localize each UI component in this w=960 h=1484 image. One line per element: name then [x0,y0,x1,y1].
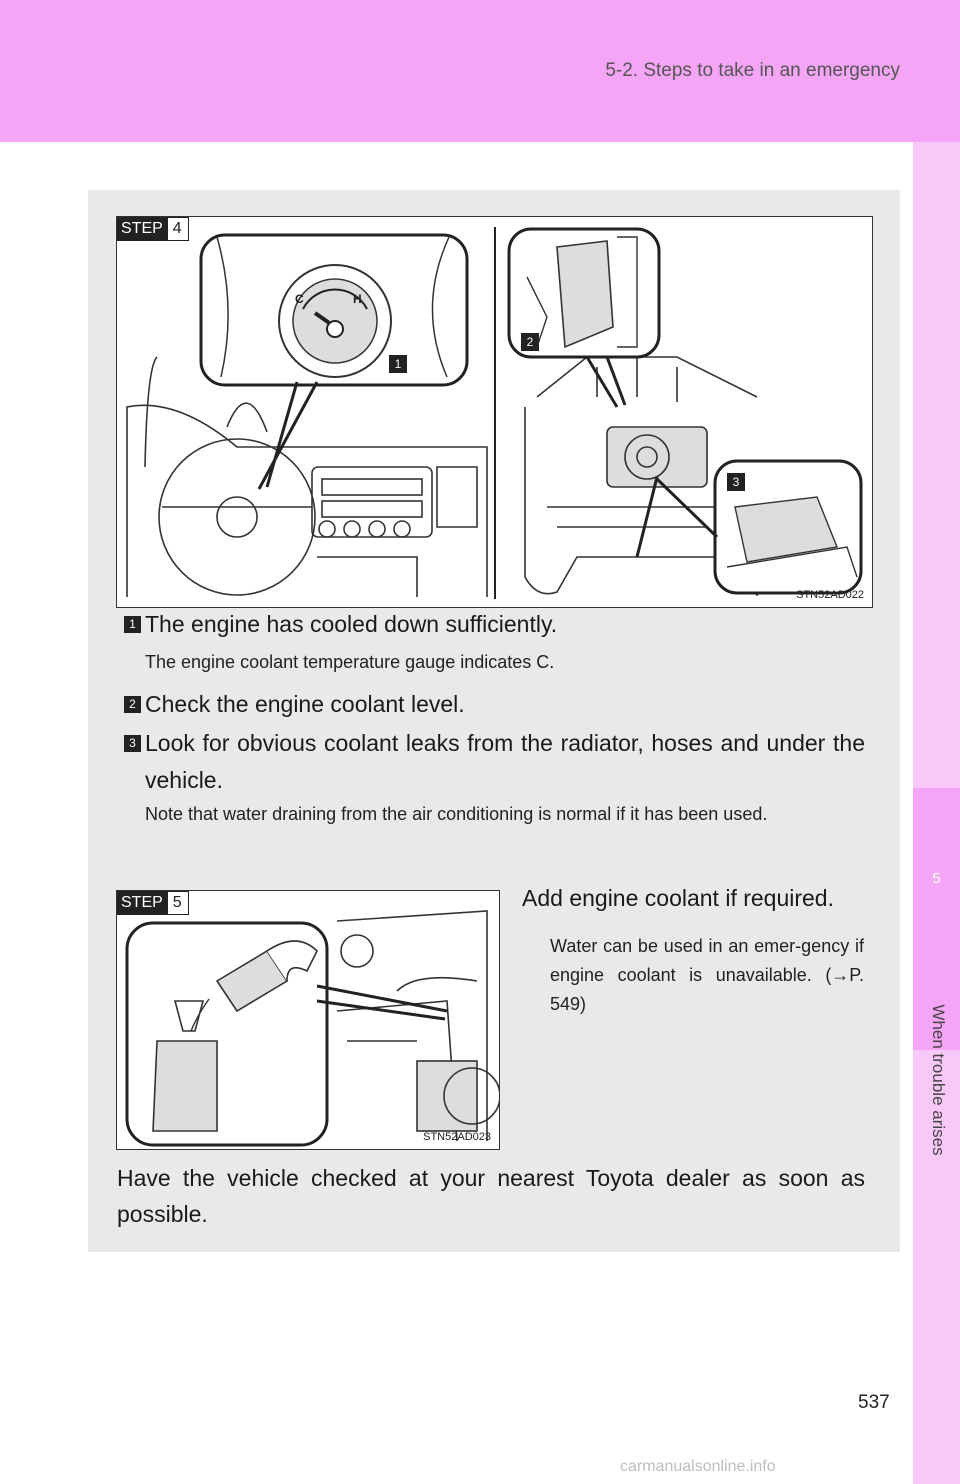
step5-figure [116,890,500,1150]
step4-item-1: The engine has cooled down sufficiently. [145,611,558,637]
section-title: 5-2. Steps to take in an emergency [605,60,900,81]
dashboard-and-engine-illustration [117,217,872,607]
chapter-title: When trouble arises [929,1004,948,1156]
callout-3: 3 [727,473,745,491]
chapter-number: 5 [932,870,941,887]
adding-coolant-illustration [117,891,499,1149]
callout-1: 1 [389,355,407,373]
item-marker-2: 2 [124,696,141,713]
step-word: STEP [117,217,168,241]
step4-item-3-note: Note that water draining from the air conditioning is normal if it has been used. [145,804,768,824]
step4-figure [116,216,873,608]
item-marker-3: 3 [124,735,141,752]
dashboard-drawing [127,357,487,597]
step-number: 4 [168,217,189,241]
watermark: carmanualsonline.info [620,1458,776,1475]
figure-code-step4: STN52AD022 [796,589,864,601]
closing-text: Have the vehicle checked at your nearest Toyota dealer as soon as possible. [117,1165,865,1227]
page-number: 537 [858,1392,890,1413]
gauge-hot-mark: H [353,292,362,306]
step-word: STEP [117,891,168,915]
callout-2: 2 [521,333,539,351]
step-number: 5 [168,891,189,915]
step5-note: Water can be used in an emer-gency if engine coolant is unavailable. (→P. 549) [550,936,864,1014]
step4-item-2: Check the engine coolant level. [145,691,465,717]
step4-item-3: Look for obvious coolant leaks from the radiator, hoses and under the vehicle. [145,730,865,793]
figure-code-step5: STN52AD023 [423,1131,491,1143]
pouring-coolant-inset [127,923,447,1145]
coolant-gauge-inset [201,235,467,489]
gauge-cold-mark: C [295,292,304,306]
step5-heading: Add engine coolant if required. [522,885,834,911]
chapter-title-label [918,1004,958,1156]
step4-item-1-note: The engine coolant temperature gauge indicates C. [145,652,555,672]
page-header [0,0,960,142]
item-marker-1: 1 [124,616,141,633]
